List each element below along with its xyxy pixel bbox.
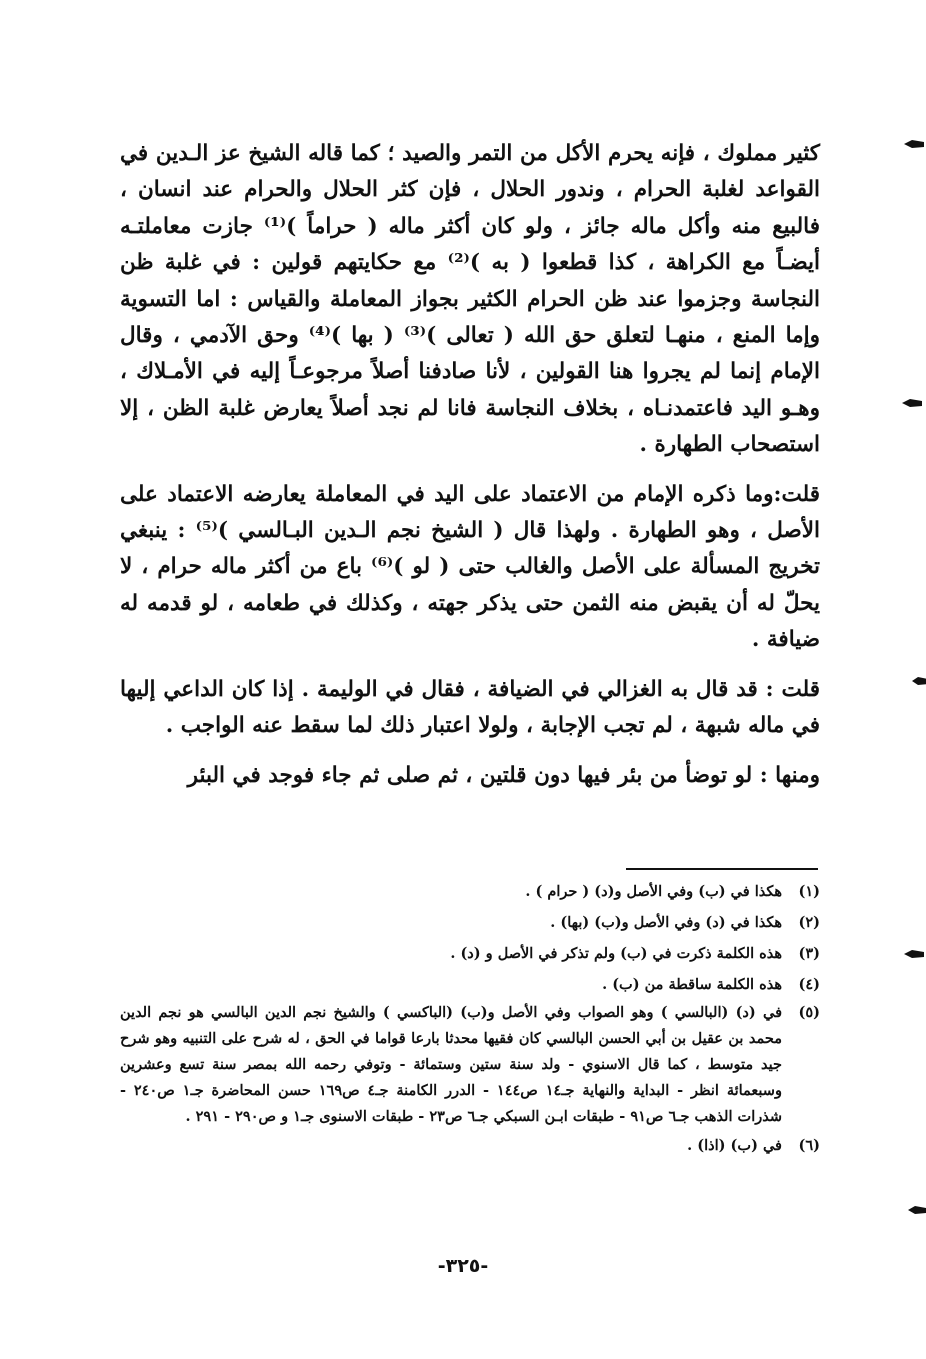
footnote-number: (٢) [798, 914, 820, 931]
scan-mark-icon [906, 1205, 926, 1215]
footnote [120, 907, 820, 938]
footnotes [120, 876, 820, 1161]
scan-mark-icon [904, 139, 924, 149]
paragraph: ومنها : لو توضأ من بئر فيها دون قلتين ، ثم صلى ثم جاء فوجد في البئر [187, 762, 820, 788]
footnote-text: هكذا في (د) وفي الأصل و(ب) (بها) . [550, 914, 782, 931]
footnote-number: (٥) [798, 1004, 820, 1021]
footnote-text: في (ب) (اذا) . [687, 1137, 782, 1154]
footnote [120, 938, 820, 969]
scan-mark-icon [904, 949, 924, 959]
scan-mark-icon [908, 676, 926, 686]
footnote-text: هذه الكلمة ذكرت في (ب) ولم تذكر في الأصل و (د) . [450, 945, 782, 962]
footnote [120, 876, 820, 907]
footnote-number: (٤) [798, 976, 820, 993]
footnote [120, 969, 820, 1000]
footnote-text: في (د) (البالسي ) وهو الصواب وفي الأصل و(ب) (الباكسي ) والشيخ نجم الدين البالسي هو نجم الدين محمد بن عقيل بن أبي الحسن البالسي كان فقيها محدثا بارعا قواما في الحق ، له شرح على التنبيه وهو شرح جيد متوسط ، كما قال الاسنوي - ولد سنة ستين وستمائة - وتوفي رحمه الله بمصر سنة تسع وعشرين وسبعمائة انظر - البداية والنهاية جـ١٤ ص١٤٤ - الدرر الكامنة جـ٤ ص١٦٩ حسن المحاضرة جـ١ ص٢٤٠ - شذرات الذهب جـ٦ ص٩١ - طبقات ابـن السبكي جـ٦ ص٢٣ - طبقات الاسنوى جـ١ و ص٢٩٠ - ٢٩١ . [120, 1004, 782, 1125]
footnote [120, 1000, 820, 1130]
paragraph: قلت:وما ذكره الإمام من الاعتماد على اليد في المعاملة يعارضه الاعتماد على الأصل ، وهو الطهارة . ولهذا قال ( الشيخ نجم الـدين البـالسي )⁽⁵⁾ : ينبغي تخريج المسألة على الأصل والغالب حتى ( لو )⁽⁶⁾ باع من أكثر ماله حرام ، لا يحلّ له أن يقبض منه الثمن حتى يذكر جهته ، وكذلك في طعامه ، لو قدمه له ضيافة . [120, 481, 821, 653]
footnote-text: هكذا في (ب) وفي الأصل و(د) ( حرام ) . [525, 883, 782, 900]
footnote [120, 1130, 820, 1161]
scan-mark-icon [902, 398, 922, 408]
main-text [120, 136, 820, 794]
paragraph: كثير مملوك ، فإنه يحرم الأكل من التمر والصيد ؛ كما قاله الشيخ عز الـدين في القواعد لغلبة الحرام ، وندور الحلال ، فإن كثر الحلال والحرام عند انسان ، فالبيع منه وأكل ماله جائز ، ولو كان أكثر ماله ( حراماً )⁽¹⁾ جازت معاملتـه أيضـاً مع الكراهة ، كذا قطعوا ( به )⁽²⁾ مع حكايتهم قولين : في غلبة ظن النجاسة وجزموا عند ظن الحرام الكثير بجواز المعاملة والقياس : اما التسوية وإما المنع ، منهـا لتعلق حق الله ( تعالى )⁽³⁾ ( بها )⁽⁴⁾ وحق الآدمي ، وقال الإمام إنما لم يجروا هنا القولين ، لأنا صادفنا أصلاً مرجوعـاً إليه في الأمـلاك ، وهـو اليد فاعتمدنـاه ، بخلاف النجاسة فانا لم نجد أصلاً يعارض غلبة الظن ، إلا استصحاب الطهارة . [120, 141, 821, 458]
page-number: -٣٢٥- [437, 1255, 489, 1277]
footnote-number: (١) [798, 883, 820, 900]
footnote-text: هذه الكلمة ساقطة من (ب) . [602, 976, 782, 993]
footnote-number: (٣) [798, 945, 820, 962]
footnote-separator [626, 868, 818, 870]
footnote-number: (٦) [798, 1137, 820, 1154]
paragraph: قلت : قد قال به الغزالي في الضيافة ، فقال في الوليمة . إذا كان الداعي إليها في ماله شبهة ، لم تجب الإجابة ، ولولا اعتبار ذلك لما سقط عنه الواجب . [120, 676, 820, 739]
